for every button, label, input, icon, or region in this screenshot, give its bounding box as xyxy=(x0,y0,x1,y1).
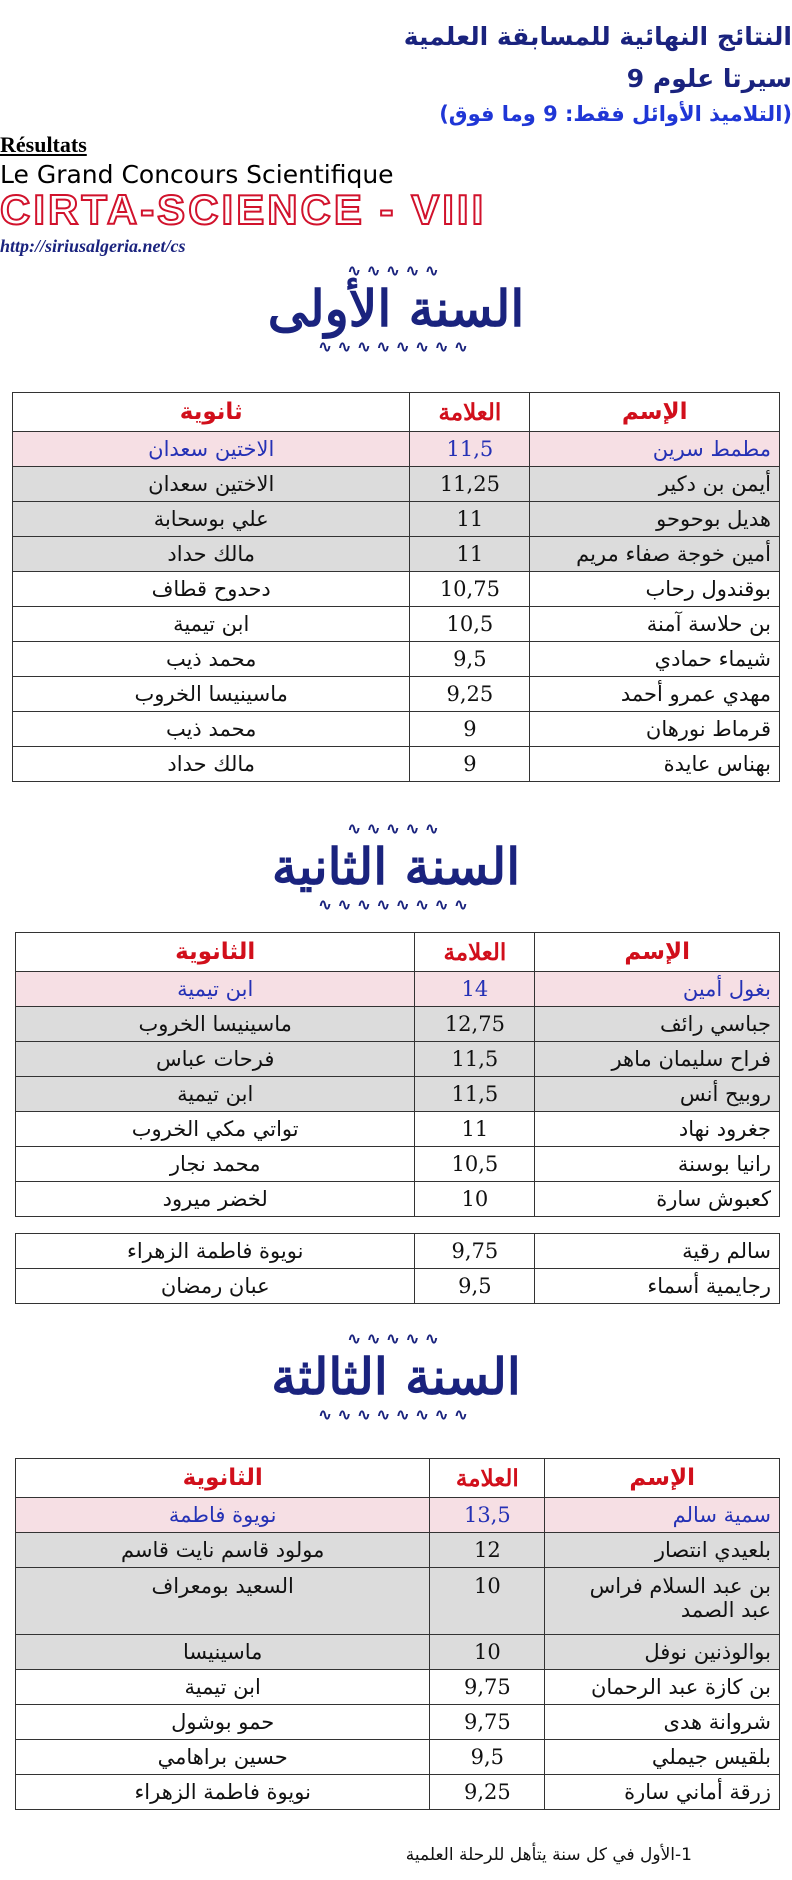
footnote: 1-الأول في كل سنة يتأهل للرحلة العلمية xyxy=(405,1845,692,1865)
student-name: مهدي عمرو أحمد xyxy=(530,677,780,712)
ornament-top: ∿∿∿∿∿ xyxy=(347,261,445,280)
student-name: شروانة هدى xyxy=(545,1705,780,1740)
table-row xyxy=(16,1269,780,1304)
student-mark: 9,75 xyxy=(415,1234,535,1269)
student-school: مالك حداد xyxy=(13,747,410,782)
student-school: الاختين سعدان xyxy=(13,467,410,502)
year-1-heading xyxy=(0,262,792,356)
table-row xyxy=(13,537,780,572)
student-name: بوقندول رحاب xyxy=(530,572,780,607)
student-school: دحدوح قطاف xyxy=(13,572,410,607)
year-2-table xyxy=(15,932,780,1217)
student-school: نويوة فاطمة الزهراء xyxy=(16,1234,415,1269)
results-heading: Résultats xyxy=(0,132,87,157)
student-school: ماسينيسا الخروب xyxy=(13,677,410,712)
student-mark: 10,5 xyxy=(415,1147,535,1182)
student-name: بلعيدي انتصار xyxy=(545,1533,780,1568)
year-3-heading xyxy=(0,1330,792,1424)
year-3-title: السنة الثالثة xyxy=(271,1347,521,1406)
student-mark: 9 xyxy=(410,747,530,782)
student-school: السعيد بومعراف xyxy=(16,1568,430,1635)
student-school: ماسينيسا xyxy=(16,1635,430,1670)
ornament-bottom: ∿∿∿∿∿∿∿∿ xyxy=(318,337,474,356)
student-name: بهناس عايدة xyxy=(530,747,780,782)
student-name: كعبوش سارة xyxy=(535,1182,780,1217)
table-row xyxy=(13,747,780,782)
student-school: نويوة فاطمة الزهراء xyxy=(16,1775,430,1810)
table-row xyxy=(16,1775,780,1810)
table-header-row xyxy=(16,1459,780,1498)
table-row xyxy=(16,972,780,1007)
student-school: علي بوسحابة xyxy=(13,502,410,537)
student-mark: 9,5 xyxy=(410,642,530,677)
ornament-bottom: ∿∿∿∿∿∿∿∿ xyxy=(318,895,474,914)
student-name: قرماط نورهان xyxy=(530,712,780,747)
column-header-name: الإسم xyxy=(530,393,780,432)
student-name: سمية سالم xyxy=(545,1498,780,1533)
student-mark: 11,5 xyxy=(410,432,530,467)
page-title: النتائج النهائية للمسابقة العلمية xyxy=(403,22,792,51)
table-row xyxy=(16,1147,780,1182)
student-mark: 10,5 xyxy=(410,607,530,642)
table-row xyxy=(16,1498,780,1533)
student-mark: 9,75 xyxy=(430,1670,545,1705)
student-mark: 13,5 xyxy=(430,1498,545,1533)
table-row xyxy=(16,1007,780,1042)
student-mark: 9,5 xyxy=(415,1269,535,1304)
student-mark: 11 xyxy=(410,502,530,537)
student-mark: 12 xyxy=(430,1533,545,1568)
ornament-top: ∿∿∿∿∿ xyxy=(347,1329,445,1348)
table-row xyxy=(13,607,780,642)
table-row xyxy=(16,1740,780,1775)
student-name: أمين خوجة صفاء مريم xyxy=(530,537,780,572)
student-school: مالك حداد xyxy=(13,537,410,572)
student-name: روبيح أنس xyxy=(535,1077,780,1112)
student-school: الاختين سعدان xyxy=(13,432,410,467)
student-name: بغول أمين xyxy=(535,972,780,1007)
student-mark: 9,25 xyxy=(430,1775,545,1810)
student-school: لخضر ميرود xyxy=(16,1182,415,1217)
student-name: أيمن بن دكير xyxy=(530,467,780,502)
student-name: بلقيس جيملي xyxy=(545,1740,780,1775)
student-mark: 11,25 xyxy=(410,467,530,502)
table-row xyxy=(13,677,780,712)
table-header-row xyxy=(16,933,780,972)
student-mark: 11,5 xyxy=(415,1042,535,1077)
table-row xyxy=(16,1670,780,1705)
student-mark: 9,75 xyxy=(430,1705,545,1740)
student-mark: 12,75 xyxy=(415,1007,535,1042)
column-header-school: ثانوية xyxy=(13,393,410,432)
student-name: زرقة أماني سارة xyxy=(545,1775,780,1810)
student-name: بن كازة عبد الرحمان xyxy=(545,1670,780,1705)
student-school: ابن تيمية xyxy=(16,972,415,1007)
student-mark: 10 xyxy=(430,1635,545,1670)
student-school: محمد ذيب xyxy=(13,642,410,677)
student-name: مطمط سرين xyxy=(530,432,780,467)
student-name: جباسي رائف xyxy=(535,1007,780,1042)
selection-note: (التلاميذ الأوائل فقط: 9 وما فوق) xyxy=(439,102,792,126)
student-mark: 10 xyxy=(430,1568,545,1635)
brand-logo-text: CIRTA-SCIENCE - VIII xyxy=(0,186,487,233)
column-header-mark: العلامة xyxy=(415,933,535,972)
year-1-title: السنة الأولى xyxy=(267,279,525,338)
student-school: محمد ذيب xyxy=(13,712,410,747)
column-header-mark: العلامة xyxy=(430,1459,545,1498)
table-row xyxy=(13,572,780,607)
ornament-bottom: ∿∿∿∿∿∿∿∿ xyxy=(318,1405,474,1424)
column-header-school: الثانوية xyxy=(16,1459,430,1498)
ornament-top: ∿∿∿∿∿ xyxy=(347,819,445,838)
student-mark: 11,5 xyxy=(415,1077,535,1112)
column-header-school: الثانوية xyxy=(16,933,415,972)
student-school: تواتي مكي الخروب xyxy=(16,1112,415,1147)
table-row xyxy=(16,1182,780,1217)
student-name: بوالوذنين نوفل xyxy=(545,1635,780,1670)
student-school: نويوة فاطمة xyxy=(16,1498,430,1533)
year-2-extra-table xyxy=(15,1233,780,1304)
table-row xyxy=(16,1568,780,1635)
table-row xyxy=(13,432,780,467)
student-name: بن عبد السلام فراس عبد الصمد xyxy=(545,1568,780,1635)
student-name: شيماء حمادي xyxy=(530,642,780,677)
student-school: ابن تيمية xyxy=(13,607,410,642)
student-name: بن حلاسة آمنة xyxy=(530,607,780,642)
table-row xyxy=(13,467,780,502)
column-header-mark: العلامة xyxy=(410,393,530,432)
student-school: محمد نجار xyxy=(16,1147,415,1182)
student-mark: 11 xyxy=(415,1112,535,1147)
student-name: سالم رقية xyxy=(535,1234,780,1269)
student-name: هديل بوحوحو xyxy=(530,502,780,537)
table-row xyxy=(16,1533,780,1568)
table-row xyxy=(16,1234,780,1269)
table-row xyxy=(16,1042,780,1077)
student-mark: 10,75 xyxy=(410,572,530,607)
page-subtitle: سيرتا علوم 9 xyxy=(626,64,792,93)
year-2-heading xyxy=(0,820,792,914)
year-1-table xyxy=(12,392,780,782)
column-header-name: الإسم xyxy=(535,933,780,972)
year-3-table xyxy=(15,1458,780,1810)
student-school: حمو بوشول xyxy=(16,1705,430,1740)
table-header-row xyxy=(13,393,780,432)
student-mark: 10 xyxy=(415,1182,535,1217)
table-row xyxy=(13,502,780,537)
student-name: جغرود نهاد xyxy=(535,1112,780,1147)
website-link[interactable]: http://siriusalgeria.net/cs xyxy=(0,236,186,256)
student-mark: 11 xyxy=(410,537,530,572)
table-row xyxy=(13,642,780,677)
student-school: فرحات عباس xyxy=(16,1042,415,1077)
table-row xyxy=(16,1077,780,1112)
year-2-title: السنة الثانية xyxy=(271,837,521,896)
student-school: مولود قاسم نايت قاسم xyxy=(16,1533,430,1568)
student-school: ابن تيمية xyxy=(16,1077,415,1112)
table-row xyxy=(16,1112,780,1147)
student-name: رانيا بوسنة xyxy=(535,1147,780,1182)
student-mark: 9,25 xyxy=(410,677,530,712)
contest-name: Le Grand Concours Scientifique xyxy=(0,160,394,189)
student-mark: 9,5 xyxy=(430,1740,545,1775)
student-school: ماسينيسا الخروب xyxy=(16,1007,415,1042)
column-header-name: الإسم xyxy=(545,1459,780,1498)
student-name: فراح سليمان ماهر xyxy=(535,1042,780,1077)
student-school: عبان رمضان xyxy=(16,1269,415,1304)
student-school: حسين براهامي xyxy=(16,1740,430,1775)
table-row xyxy=(16,1635,780,1670)
table-row xyxy=(16,1705,780,1740)
student-mark: 9 xyxy=(410,712,530,747)
student-school: ابن تيمية xyxy=(16,1670,430,1705)
student-name: رجايمية أسماء xyxy=(535,1269,780,1304)
table-row xyxy=(13,712,780,747)
student-mark: 14 xyxy=(415,972,535,1007)
